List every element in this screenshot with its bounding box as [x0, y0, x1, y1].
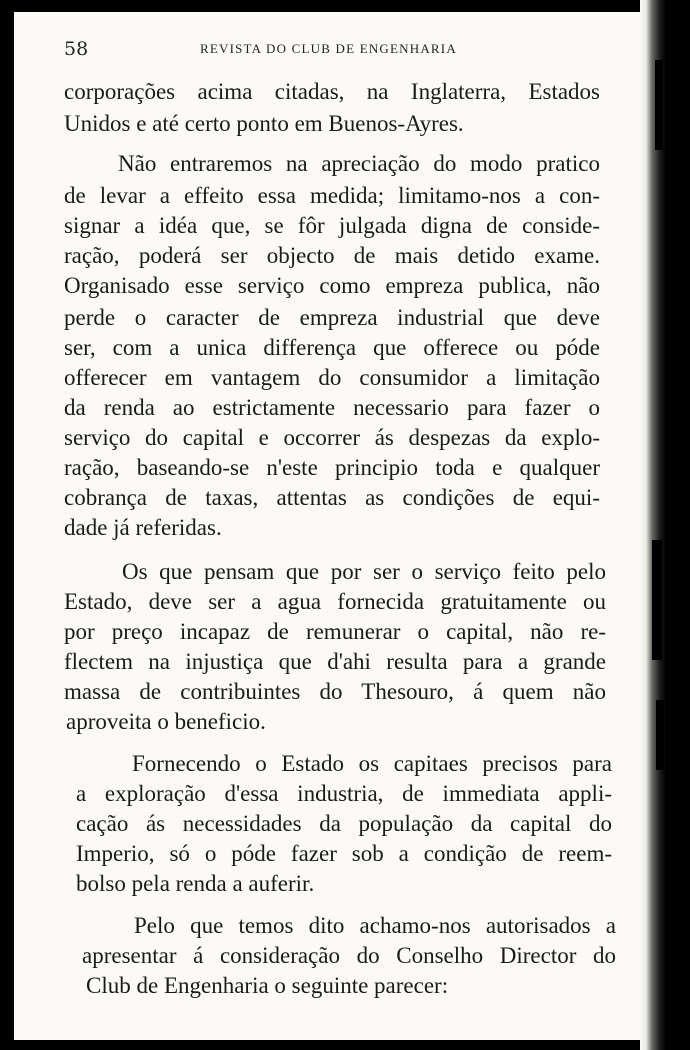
text-line: Fornecendo o Estado os capitaes precisos para: [132, 751, 612, 776]
text-line: Pelo que temos dito achamo-nos autorisados a: [134, 913, 616, 938]
text-line: bolso pela renda a auferir.: [76, 871, 315, 896]
text-line: Os que pensam que por ser o serviço feito pelo: [122, 559, 606, 584]
text-line: ração, poderá ser objecto de mais detido exame.: [64, 243, 600, 268]
text-line: Unidos e até certo ponto em Buenos-Ayres.: [64, 111, 464, 136]
text-line: a exploração d'essa industria, de immediata appli-: [76, 781, 612, 806]
text-line: por preço incapaz de remunerar o capital, não re-: [64, 619, 606, 644]
text-line: corporações acima citadas, na Inglaterra, Estados: [64, 79, 600, 104]
text-line: signar a idéa que, se fôr julgada digna de conside-: [64, 213, 600, 238]
text-line: Imperio, só o póde fazer sob a condição de reem-: [76, 841, 612, 866]
text-line: cação ás necessidades da população da capital do: [76, 811, 612, 836]
running-header: REVISTA DO CLUB DE ENGENHARIA: [200, 41, 457, 56]
text-line: serviço do capital e occorrer ás despezas da explo-: [64, 425, 600, 450]
text-line: perde o caracter de empreza industrial que deve: [64, 305, 600, 330]
text-line: offerecer em vantagem do consumidor a limitação: [64, 365, 600, 390]
edge-mark: [652, 540, 662, 660]
text-line: aproveita o beneficio.: [66, 709, 266, 734]
edge-mark: [655, 60, 663, 150]
text-line: dade já referidas.: [64, 515, 222, 540]
text-line: Não entraremos na apreciação do modo pratico: [118, 151, 600, 176]
edge-mark: [656, 700, 664, 770]
text-line: cobrança de taxas, attentas as condições de equi-: [64, 485, 600, 510]
text-line: flectem na injustiça que d'ahi resulta para a grande: [64, 649, 606, 674]
text-line: Club de Engenharia o seguinte parecer:: [86, 973, 449, 998]
text-line: apresentar á consideração do Conselho Director do: [82, 943, 616, 968]
text-line: massa de contribuintes do Thesouro, á quem não: [64, 679, 606, 704]
page-number: 58: [64, 38, 89, 60]
text-line: ração, baseando-se n'este principio toda e qualquer: [64, 455, 600, 480]
text-line: Organisado esse serviço como empreza publica, não: [64, 273, 600, 298]
page-edge-shadow: [640, 0, 690, 1050]
text-line: da renda ao estrictamente necessario para fazer o: [64, 395, 600, 420]
text-line: ser, com a unica differença que offerece ou póde: [64, 335, 600, 360]
text-line: de levar a effeito essa medida; limitamo-nos a con-: [64, 183, 600, 208]
text-line: Estado, deve ser a agua fornecida gratuitamente ou: [64, 589, 606, 614]
